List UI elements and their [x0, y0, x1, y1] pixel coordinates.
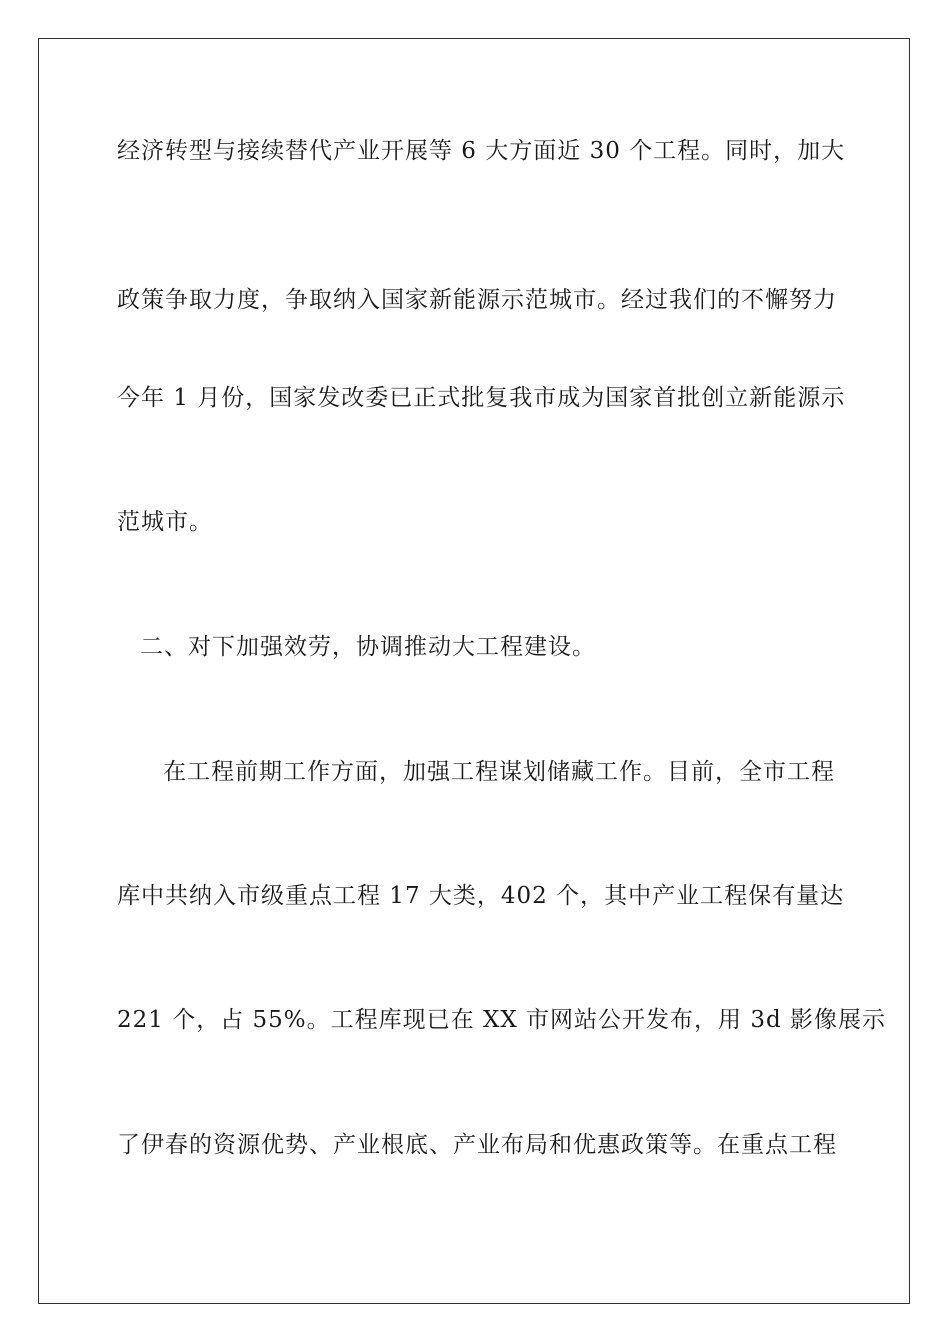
body-text-line-1: 经济转型与接续替代产业开展等 6 大方面近 30 个工程。同时，加大	[117, 138, 846, 164]
body-text-line-8: 221 个，占 55%。工程库现已在 XX 市网站公开发布，用 3d 影像展示	[117, 1007, 886, 1033]
body-text-line-4: 范城市。	[117, 509, 213, 535]
section-heading: 二、对下加强效劳，协调推动大工程建设。	[140, 634, 596, 660]
body-text-line-7: 库中共纳入市级重点工程 17 大类，402 个，其中产业工程保有量达	[117, 883, 845, 909]
body-text-line-9: 了伊春的资源优势、产业根底、产业布局和优惠政策等。在重点工程	[117, 1132, 837, 1158]
body-text-line-2: 政策争取力度，争取纳入国家新能源示范城市。经过我们的不懈努力	[117, 287, 837, 313]
body-text-line-6: 在工程前期工作方面，加强工程谋划储藏工作。目前，全市工程	[163, 759, 835, 785]
body-text-line-3: 今年 1 月份，国家发改委已正式批复我市成为国家首批创立新能源示	[117, 385, 846, 411]
page-border	[38, 38, 910, 1304]
